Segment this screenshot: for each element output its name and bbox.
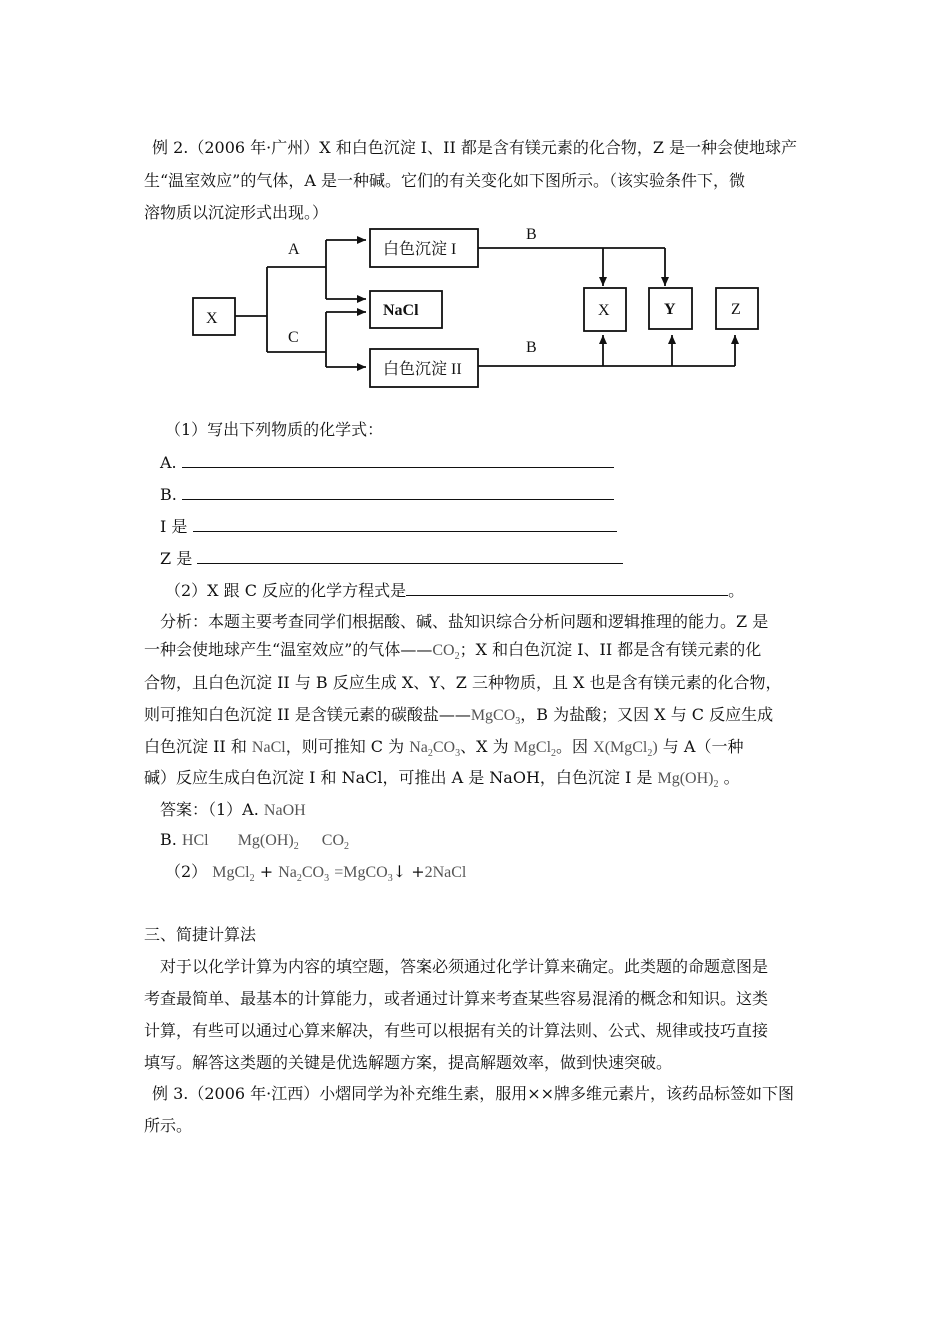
analysis-text: 。 xyxy=(723,768,740,787)
example2-line1: 例 2.（2006 年·广州）X 和白色沉淀 I、II 都是含有镁元素的化合物，Z 是一种会使地球产 xyxy=(152,138,798,157)
blank-equation[interactable] xyxy=(406,580,728,596)
blank-z[interactable] xyxy=(197,548,623,564)
analysis-text: 与 A（一种 xyxy=(662,737,744,756)
analysis-text: 白色沉淀 II 和 xyxy=(144,737,247,756)
analysis-line4 xyxy=(144,705,773,732)
answer-i: $Mg(OH)_2$ xyxy=(237,832,299,852)
blank-i[interactable] xyxy=(193,516,617,532)
arrow-label-c: C xyxy=(288,329,299,346)
answer-line3 xyxy=(165,862,466,889)
formula-na2co3: $Na_2CO_3$ xyxy=(409,739,461,759)
answer-label: 答案：（1）A. xyxy=(160,800,259,819)
section3-p4: 填写。解答这类题的关键是优选解题方案，提高解题效率，做到快速突破。 xyxy=(144,1053,673,1072)
out-x-label: X xyxy=(598,302,610,319)
answer-line2 xyxy=(160,830,349,857)
blank-a[interactable] xyxy=(182,452,614,468)
analysis-line2 xyxy=(144,640,761,667)
reaction-flow-diagram xyxy=(190,222,780,400)
blank-z-row xyxy=(160,548,623,569)
example2-line3: 溶物质以沉淀形式出现。） xyxy=(144,203,329,222)
arrow-label-b-top: B xyxy=(526,226,537,243)
analysis-text: ，B 为盐酸；又因 X 与 C 反应生成 xyxy=(520,705,774,724)
analysis-line6 xyxy=(144,768,740,795)
section3-p3: 计算，有些可以通过心算来解决，有些可以根据有关的计算法则、公式、规律或技巧直接 xyxy=(144,1021,769,1040)
analysis-text: 一种会使地球产生“温室效应”的气体—— xyxy=(144,640,433,659)
analysis-text: 。因 xyxy=(556,737,589,756)
question-2-row xyxy=(165,580,744,601)
formula-mgoh2: $Mg(OH)_2$ xyxy=(657,770,719,790)
analysis-text: 碱）反应生成白色沉淀 I 和 NaCl，可推出 A 是 NaOH，白色沉淀 I 是 xyxy=(144,768,653,787)
out-y-label: Y xyxy=(664,301,676,318)
analysis-text: 、X 为 xyxy=(460,737,509,756)
section3-title: 三、简捷计算法 xyxy=(144,925,257,944)
answer-a: NaOH xyxy=(263,802,306,819)
question-2-label: （2）X 跟 C 反应的化学方程式是 xyxy=(165,581,407,600)
example3-line2: 所示。 xyxy=(144,1116,193,1135)
analysis-text: ，则可推知 C 为 xyxy=(285,737,405,756)
section3-p2: 考查最简单、最基本的计算能力，或者通过计算来考查某些容易混淆的概念和知识。这类 xyxy=(144,989,769,1008)
precipitate-2-label: 白色沉淀 II xyxy=(383,361,462,378)
analysis-text: ；X 和白色沉淀 I、II 都是含有镁元素的化 xyxy=(459,640,762,659)
nacl-label: NaCl xyxy=(383,302,419,319)
formula-mgco3: MgCO$_3$ xyxy=(470,707,521,727)
blank-b-row xyxy=(160,484,614,505)
x-label: X xyxy=(206,310,218,327)
arrow-label-a: A xyxy=(288,241,300,258)
question-1: （1）写出下列物质的化学式： xyxy=(165,420,384,439)
formula-mgcl2: MgCl$_2$ xyxy=(513,739,557,759)
formula-co2: $CO_2$ xyxy=(432,642,460,662)
example3-line1: 例 3.（2006 年·江西）小熠同学为补充维生素，服用××牌多维元素片，该药品标签如下图 xyxy=(152,1084,795,1103)
analysis-line5 xyxy=(144,737,743,764)
answer-line1 xyxy=(160,800,306,821)
analysis-line1: 分析：本题主要考查同学们根据酸、碱、盐知识综合分析问题和逻辑推理的能力。Z 是 xyxy=(160,612,769,631)
blank-a-label: A. xyxy=(160,453,177,472)
out-z-label: Z xyxy=(731,301,741,318)
blank-b[interactable] xyxy=(182,484,614,500)
blank-i-label: I 是 xyxy=(160,517,188,536)
precipitate-1-label: 白色沉淀 I xyxy=(383,241,457,258)
example2-line2: 生“温室效应”的气体，A 是一种碱。它们的有关变化如下图所示。（该实验条件下，微 xyxy=(144,171,746,190)
question-2-period: 。 xyxy=(728,581,745,600)
blank-i-row xyxy=(160,516,617,537)
answer-z: $CO_2$ xyxy=(321,832,350,852)
answer-q2-label: （2） xyxy=(165,862,208,881)
blank-a-row xyxy=(160,452,614,473)
formula-x-mgcl2: X(MgCl$_2$) xyxy=(593,739,658,759)
section3-p1: 对于以化学计算为内容的填空题，答案必须通过化学计算来确定。此类题的命题意图是 xyxy=(160,957,769,976)
answer-equation: MgCl$_2$ + $Na_2CO_3$ =MgCO$_3$↓ +2NaCl xyxy=(212,862,467,884)
answer-b-label: B. xyxy=(160,830,177,849)
blank-b-label: B. xyxy=(160,485,177,504)
answer-b: HCl xyxy=(181,832,209,849)
analysis-text: 则可推知白色沉淀 II 是含镁元素的碳酸盐—— xyxy=(144,705,471,724)
formula-nacl: NaCl xyxy=(251,739,286,756)
arrow-label-b-bottom: B xyxy=(526,339,537,356)
blank-z-label: Z 是 xyxy=(160,549,193,568)
analysis-line3: 合物，且白色沉淀 II 与 B 反应生成 X、Y、Z 三种物质，且 X 也是含有镁元素的化合物， xyxy=(144,673,782,692)
